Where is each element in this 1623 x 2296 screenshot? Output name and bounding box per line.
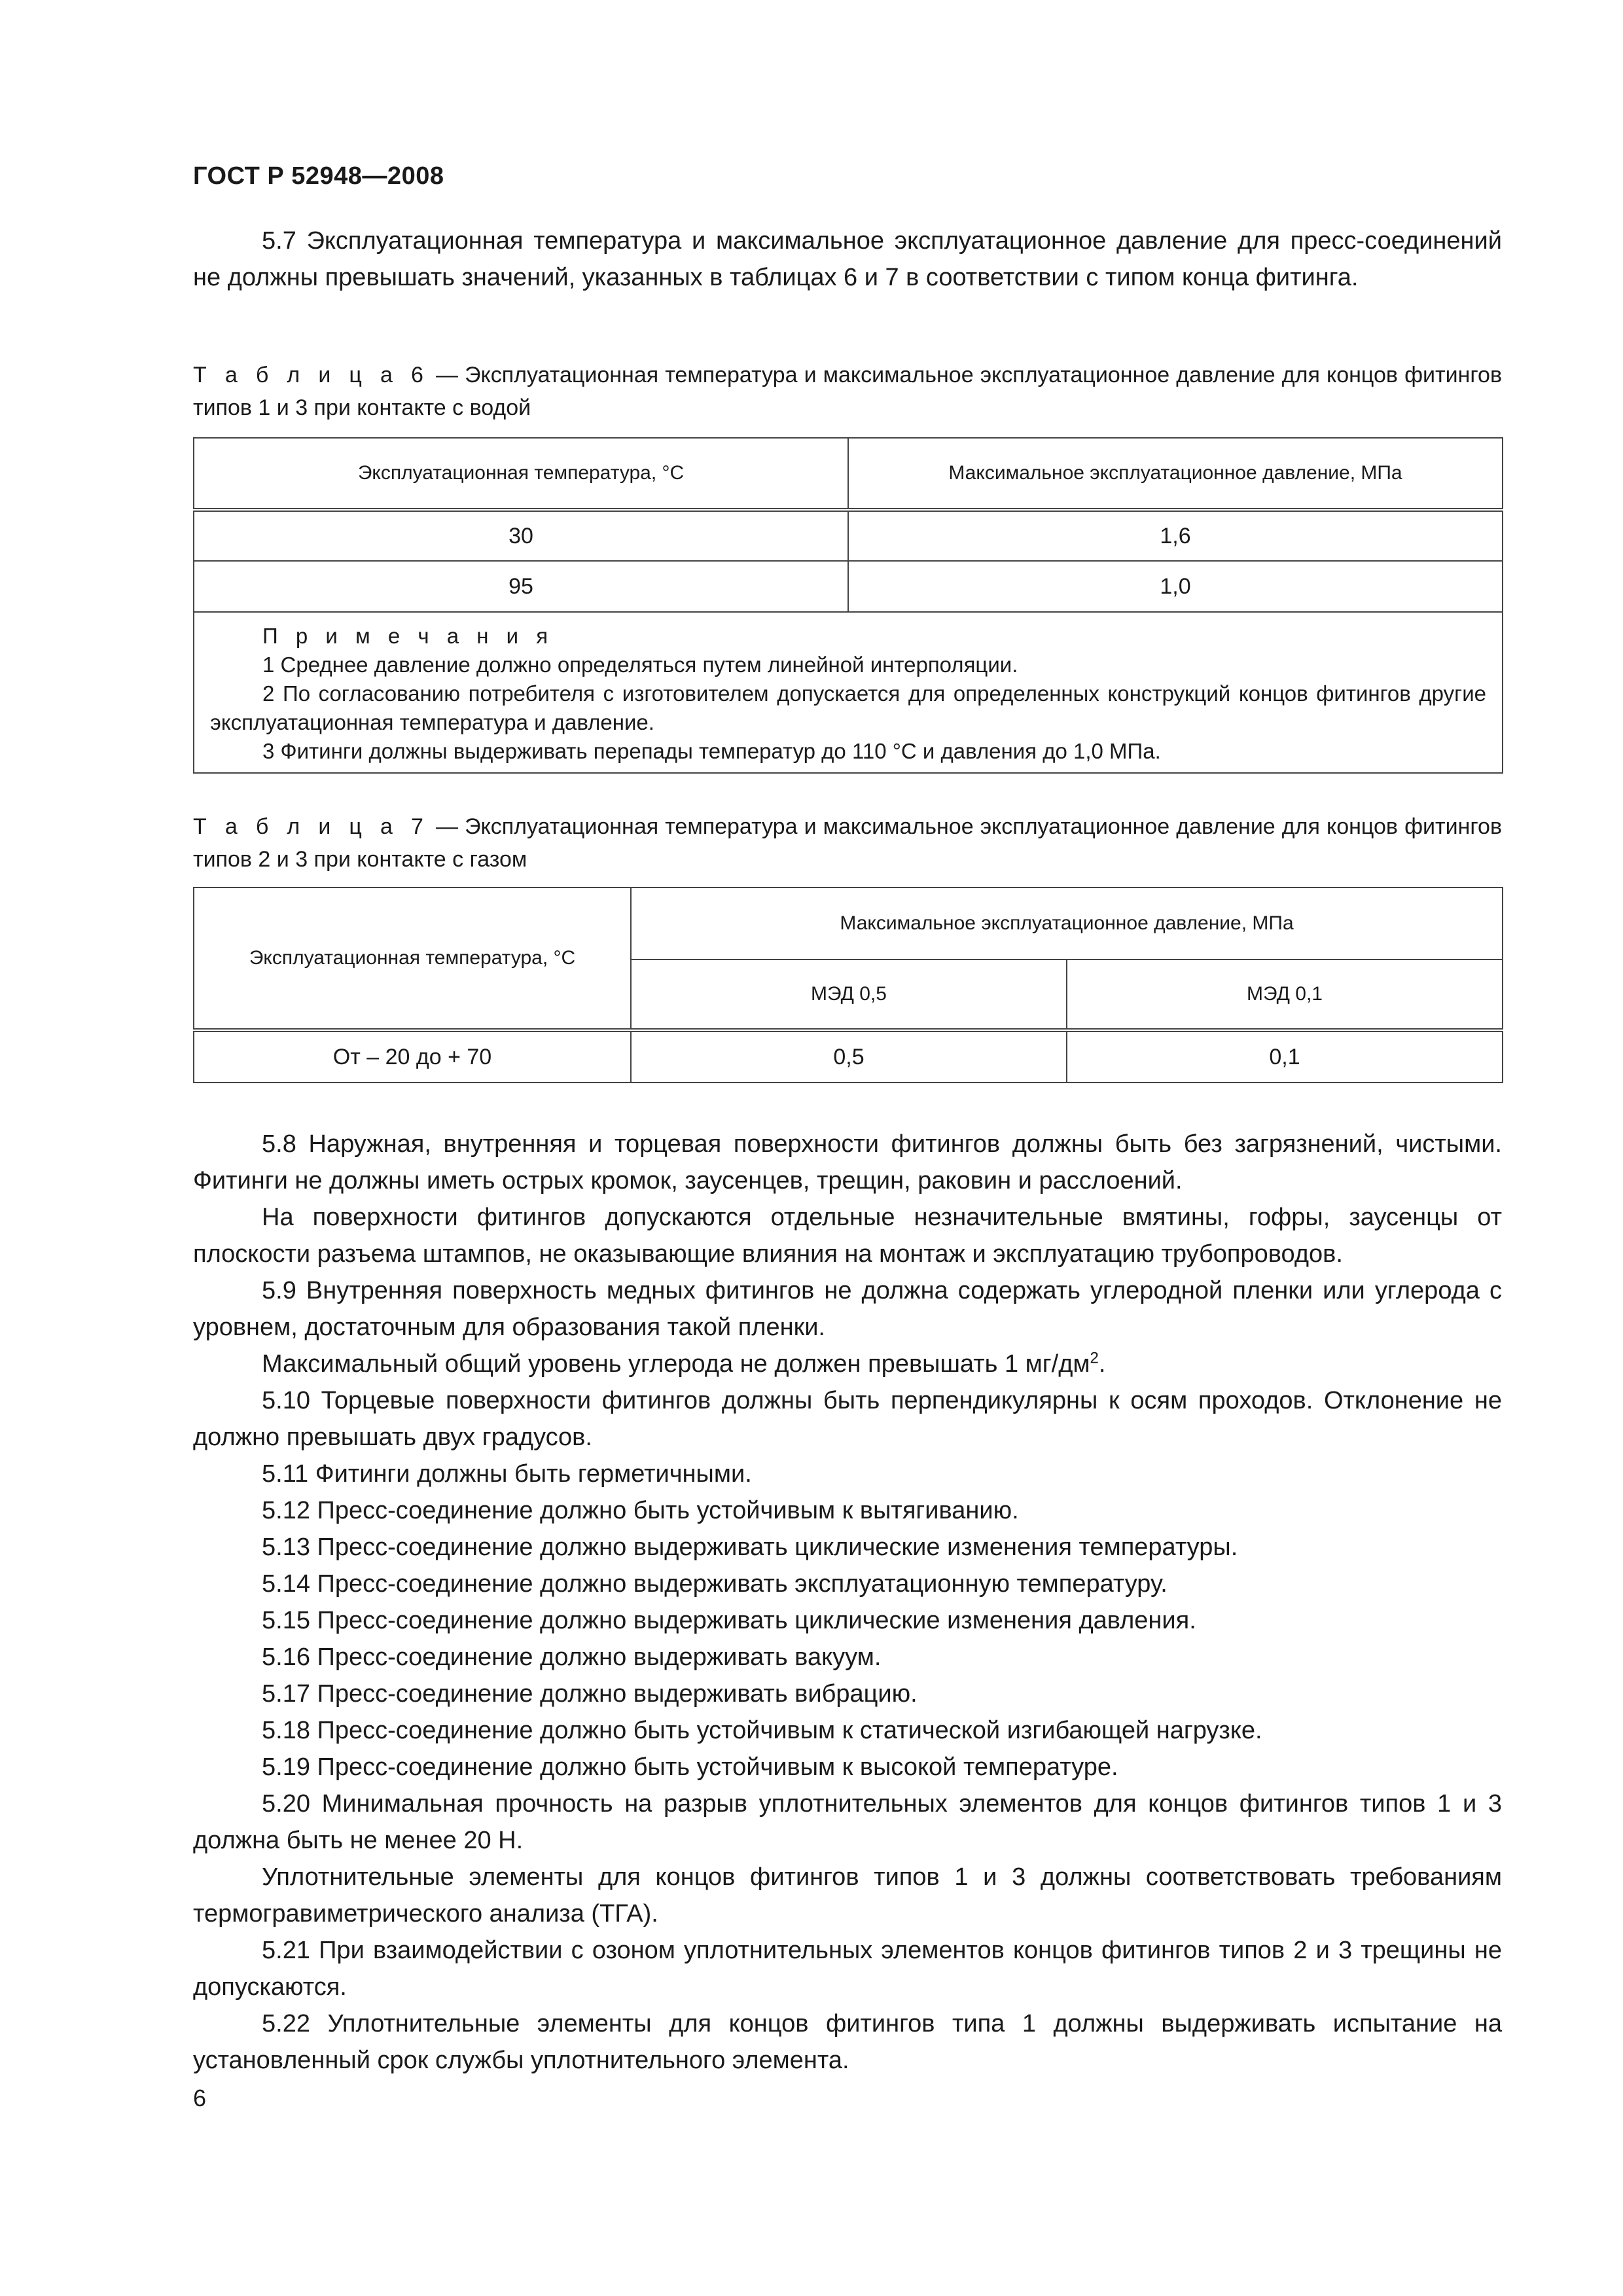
page-number: 6 [193, 2085, 207, 2111]
paragraph-5-10: 5.10 Торцевые поверхности фитингов должны быть перпендикулярны к осям проходов. Отклонение не должно превышать двух градусов. [193, 1387, 1502, 1451]
table-7-cell-med-01: 0,1 [1067, 1030, 1503, 1083]
table-6 [193, 437, 1503, 774]
paragraph-5-19: 5.19 Пресс-соединение должно быть устойчивым к высокой температуре. [262, 1753, 1118, 1781]
table-7-cell-temp: От – 20 до + 70 [194, 1030, 631, 1083]
table-6-cell-pressure: 1,0 [848, 561, 1503, 612]
table-row [194, 1030, 1503, 1083]
paragraph-5-8-continued: На поверхности фитингов допускаются отдельные незначительные вмятины, гофры, заусенцы от плоскости разъема штампов, не оказывающие влияния на монтаж и эксплуатацию трубопроводов. [193, 1204, 1502, 1268]
table-6-notes [194, 612, 1503, 773]
table-row [194, 510, 1503, 561]
note-2: 2 По согласованию потребителя с изготовителем допускается для определенных конструкций концов фитингов другие эксплуатационная температура и давление. [210, 681, 1486, 734]
note-3: 3 Фитинги должны выдерживать перепады температур до 110 °С и давления до 1,0 МПа. [262, 739, 1161, 763]
table-6-caption [193, 359, 1502, 424]
table-6-caption-prefix: Т а б л и ц а 6 [193, 363, 429, 387]
paragraph-5-9-continued [193, 1346, 1502, 1382]
period: . [1098, 1350, 1106, 1378]
note-1: 1 Среднее давление должно определяться путем линейной интерполяции. [262, 653, 1018, 677]
paragraph-5-12: 5.12 Пресс-соединение должно быть устойчивым к вытягиванию. [262, 1497, 1019, 1524]
table-row [194, 561, 1503, 612]
notes-title: П р и м е ч а н и я [262, 624, 554, 648]
table-6-cell-temp: 95 [194, 561, 848, 612]
paragraph-5-7: 5.7 Эксплуатационная температура и максимальное эксплуатационное давление для пресс-соединений не должны превышать значений, указанных в таблицах 6 и 7 в соответствии с типом конца фитинга. [193, 227, 1502, 291]
paragraph-5-22: 5.22 Уплотнительные элементы для концов фитингов типа 1 должны выдерживать испытание на установленный срок службы уплотнительного элемента. [193, 2010, 1502, 2074]
paragraph-5-15: 5.15 Пресс-соединение должно выдерживать циклические изменения давления. [262, 1607, 1196, 1634]
superscript: 2 [1090, 1349, 1099, 1367]
paragraph-5-14: 5.14 Пресс-соединение должно выдерживать эксплуатационную температуру. [262, 1570, 1168, 1598]
table-6-header-temperature: Эксплуатационная температура, °С [194, 438, 848, 510]
table-7-caption [193, 810, 1502, 876]
paragraph-5-9-carbon-text: Максимальный общий уровень углерода не должен превышать 1 мг/дм [262, 1350, 1090, 1378]
table-6-cell-pressure: 1,6 [848, 510, 1503, 561]
paragraph-5-20: 5.20 Минимальная прочность на разрыв уплотнительных элементов для концов фитингов типов 1 и 3 должна быть не менее 20 Н. [193, 1790, 1502, 1854]
table-6-caption-text: — Эксплуатационная температура и максимальное эксплуатационное давление для концов фитингов типов 1 и 3 при контакте с водой [193, 363, 1503, 420]
table-7 [193, 887, 1503, 1083]
table-6-header-pressure: Максимальное эксплуатационное давление, МПа [848, 438, 1503, 510]
table-7-caption-prefix: Т а б л и ц а 7 [193, 814, 429, 839]
paragraph-5-18: 5.18 Пресс-соединение должно быть устойчивым к статической изгибающей нагрузке. [262, 1717, 1262, 1744]
table-7-header-pressure: Максимальное эксплуатационное давление, МПа [631, 888, 1503, 960]
table-7-header-temperature: Эксплуатационная температура, °С [194, 888, 631, 1030]
paragraph-5-21: 5.21 При взаимодействии с озоном уплотнительных элементов концов фитингов типов 2 и 3 трещины не допускаются. [193, 1937, 1502, 2001]
table-7-subheader-med-05: МЭД 0,5 [631, 960, 1067, 1030]
paragraph-5-17: 5.17 Пресс-соединение должно выдерживать вибрацию. [262, 1680, 918, 1708]
table-6-cell-temp: 30 [194, 510, 848, 561]
paragraph-5-11: 5.11 Фитинги должны быть герметичными. [262, 1460, 752, 1488]
document-code: ГОСТ Р 52948—2008 [193, 162, 444, 190]
table-7-subheader-med-01: МЭД 0,1 [1067, 960, 1503, 1030]
paragraph-5-13: 5.13 Пресс-соединение должно выдерживать циклические изменения температуры. [262, 1534, 1238, 1561]
paragraph-5-9: 5.9 Внутренняя поверхность медных фитингов не должна содержать углеродной пленки или углерода с уровнем, достаточным для образования такой пленки. [193, 1277, 1502, 1341]
paragraph-5-20-continued: Уплотнительные элементы для концов фитингов типов 1 и 3 должны соответствовать требованиям термогравиметрического анализа (ТГА). [193, 1863, 1502, 1928]
table-7-cell-med-05: 0,5 [631, 1030, 1067, 1083]
paragraph-5-8: 5.8 Наружная, внутренняя и торцевая поверхности фитингов должны быть без загрязнений, чистыми. Фитинги не должны иметь острых кромок, заусенцев, трещин, раковин и расслоений. [193, 1130, 1502, 1194]
paragraph-5-16: 5.16 Пресс-соединение должно выдерживать вакуум. [262, 1643, 882, 1671]
table-7-caption-text: — Эксплуатационная температура и максимальное эксплуатационное давление для концов фитингов типов 2 и 3 при контакте с газом [193, 814, 1503, 872]
